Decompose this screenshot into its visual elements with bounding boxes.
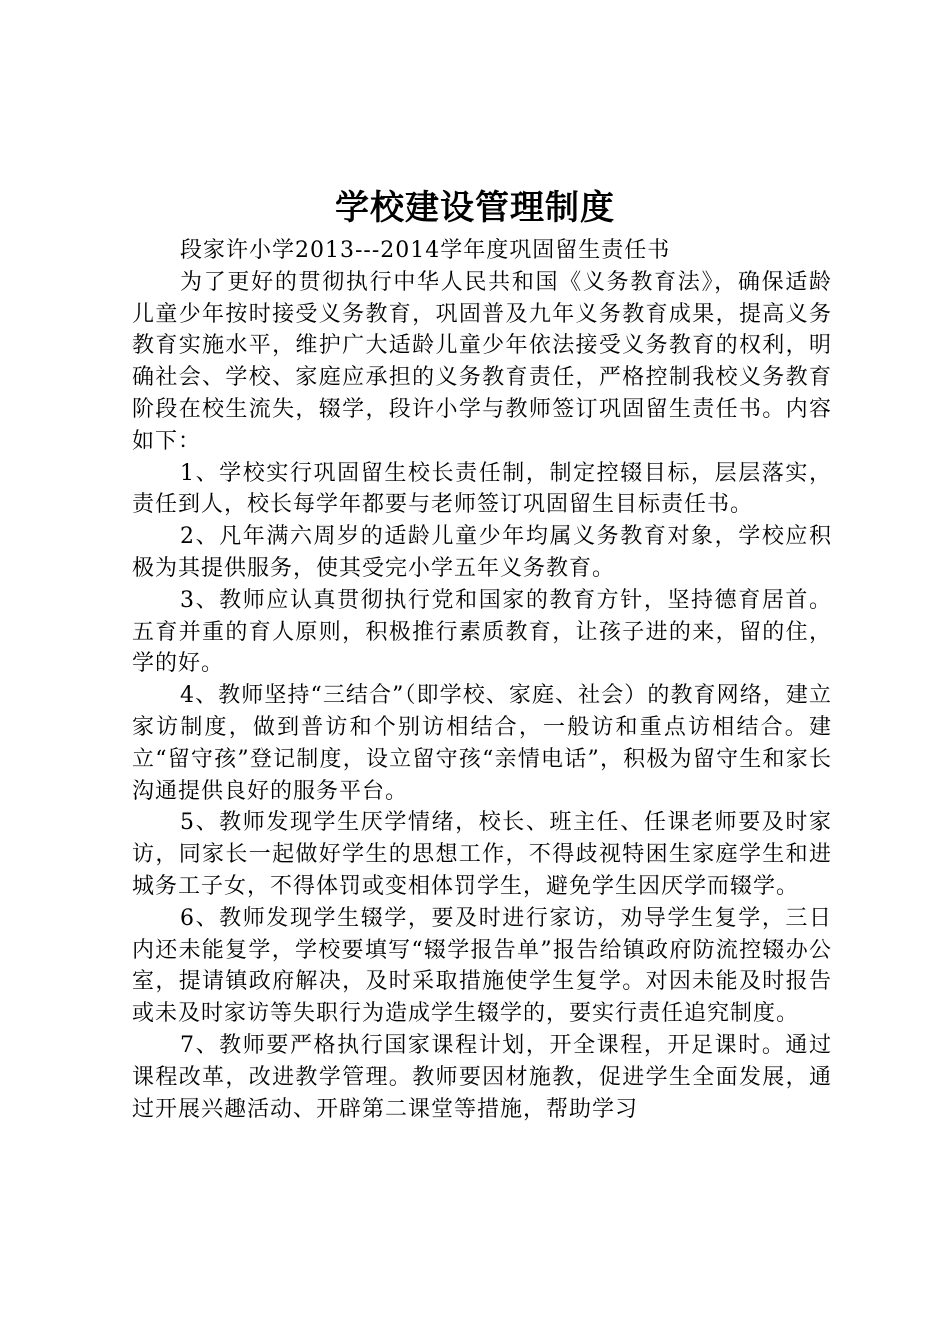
paragraph-subtitle: 段家许小学2013---2014学年度巩固留生责任书: [180, 238, 671, 263]
paragraph-item-1: 1、学校实行巩固留生校长责任制，制定控辍目标，层层落实，责任到人，校长每学年都要与老师签订巩固留生目标责任书。: [132, 460, 832, 518]
document-title: 学校建设管理制度: [335, 188, 615, 228]
paragraph-item-4: 4、教师坚持“三结合”（即学校、家庭、社会）的教育网络，建立家访制度，做到普访和个别访相结合，一般访和重点访相结合。建立“留守孩”登记制度，设立留守孩“亲情电话”，积极为留守生和家长沟通提供良好的服务平台。: [132, 683, 832, 804]
paragraph-intro: 为了更好的贯彻执行中华人民共和国《义务教育法》，确保适龄儿童少年按时接受义务教育，巩固普及九年义务教育成果，提高义务教育实施水平，维护广大适龄儿童少年依法接受义务教育的权利，明确社会、学校、家庭应承担的义务教育责任，严格控制我校义务教育阶段在校生流失，辍学，段许小学与教师签订巩固留生责任书。内容如下：: [132, 269, 832, 454]
paragraph-item-3: 3、教师应认真贯彻执行党和国家的教育方针，坚持德育居首。五育并重的育人原则，积极推行素质教育，让孩子进的来，留的住，学的好。: [132, 587, 832, 677]
paragraph-item-2: 2、凡年满六周岁的适龄儿童少年均属义务教育对象，学校应积极为其提供服务，使其受完小学五年义务教育。: [132, 524, 832, 581]
paragraph-item-7: 7、教师要严格执行国家课程计划，开全课程，开足课时。通过课程改革，改进教学管理。教师要因材施教，促进学生全面发展，通过开展兴趣活动、开辟第二课堂等措施，帮助学习: [132, 1032, 832, 1122]
paragraph-item-6: 6、教师发现学生辍学，要及时进行家访，劝导学生复学，三日内还未能复学，学校要填写“辍学报告单”报告给镇政府防流控辍办公室，提请镇政府解决，及时采取措施使学生复学。对因未能及时报告或未及时家访等失职行为造成学生辍学的，要实行责任追究制度。: [132, 905, 832, 1027]
document-body: [132, 235, 832, 1125]
paragraph-item-5: 5、教师发现学生厌学情绪，校长、班主任、任课老师要及时家访，同家长一起做好学生的思想工作，不得歧视特困生家庭学生和进城务工子女，不得体罚或变相体罚学生，避免学生因厌学而辍学。: [132, 810, 832, 899]
